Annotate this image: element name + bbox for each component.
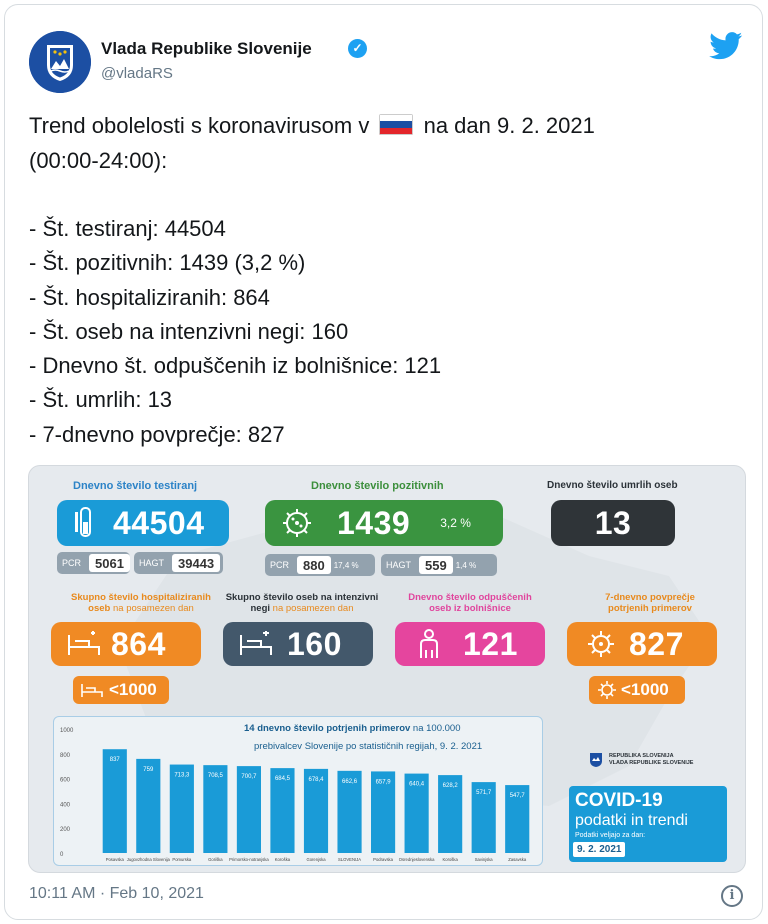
covid-subtitle: podatki in trendi [575,812,688,829]
icu-value: 160 [287,625,342,662]
tests-hagt-value: 39443 [172,554,220,572]
tweet-text-title: Trend obolelosti s koronavirusom v [29,113,370,138]
category-label: Podravska [373,857,393,862]
bar-value-label: 628,2 [442,783,458,790]
category-label: Gorenjska [306,857,326,862]
hosp-label-line1: Skupno število hospitaliziranih [71,592,211,603]
tweet-line-2: (00:00-24:00): [29,148,168,173]
bar-value-label: 708,5 [207,773,223,780]
info-icon[interactable]: i [721,885,743,907]
y-tick-label: 200 [60,827,71,834]
covid-valid-label: Podatki veljajo za dan: [575,832,646,839]
avg7-label-line1: 7-dnevno povprečje [605,592,695,603]
bar-value-label: 684,5 [274,776,290,783]
category-label: Osrednjeslovenska [398,857,435,862]
pcr-label: PCR [270,560,290,570]
tweet-item: - Št. testiranj: 44504 [29,216,226,241]
category-label: Koroška [274,857,291,862]
icu-box [223,622,373,666]
tests-hagt [134,552,223,574]
avg7-threshold: <1000 [621,680,669,699]
y-tick-label: 400 [60,802,71,809]
released-box [395,622,545,666]
icu-label-line2b: na posamezen dan [270,603,354,614]
icu-label [225,592,379,614]
chart-title-rest: na 100.000 [410,723,461,734]
bar-value-label: 759 [143,766,154,773]
account-name[interactable]: Vlada Republike Slovenije [101,39,312,58]
tests-pcr-value: 5061 [89,554,130,572]
hosp-label-line2a: oseb [88,603,111,614]
person-icon [417,628,441,660]
tweet-text-date: na dan 9. 2. 2021 [423,113,595,138]
category-label: Pomurska [172,857,192,862]
positive-hagt-value: 559 [419,556,453,574]
category-label: Koroška [442,857,458,862]
released-label [395,592,545,614]
positive-pcr-value: 880 [297,556,331,574]
pcr-label: PCR [62,558,82,568]
virus-icon [277,506,317,540]
positive-pct: 3,2 % [440,516,471,530]
avg7-value: 827 [629,625,684,662]
tweet-line-1 [29,113,595,139]
twitter-bird-icon[interactable] [709,32,743,65]
bar-value-label: 657,9 [375,779,391,786]
virus-icon [597,680,617,700]
account-handle[interactable]: @vladaRS [101,65,173,82]
slovenia-shield-icon [589,752,603,768]
category-label: Zasavska [508,857,527,862]
tests-value: 44504 [113,504,205,541]
y-tick-label: 800 [60,752,71,759]
chart-bar [103,749,127,853]
category-label: Primorsko-notranjska [229,857,269,862]
hosp-label-line2b: na posamezen dan [110,603,194,614]
y-tick-label: 600 [60,777,71,784]
released-label-line1: Dnevno število odpuščenih [408,592,532,603]
covid-infographic[interactable] [28,465,746,873]
bar-value-label: 837 [109,757,120,764]
y-tick-label: 0 [60,852,64,858]
bar-value-label: 547,7 [509,793,525,800]
category-label: Posavska [105,857,124,862]
released-label-line2: oseb iz bolnišnice [429,603,511,614]
slovenia-flag-icon [379,114,413,135]
tweet-card [4,4,763,920]
covid-trends-box [569,786,727,862]
tweet-timestamp[interactable]: 10:11 AM · Feb 10, 2021 [29,885,204,902]
bar-value-label: 571,7 [476,790,492,797]
hagt-label: HAGT [386,560,412,570]
avatar[interactable] [29,31,91,93]
released-value: 121 [463,625,518,662]
positive-value: 1439 [337,504,411,541]
bar-value-label: 713,3 [174,772,190,779]
logo-line2: VLADA REPUBLIKE SLOVENIJE [609,760,694,766]
hosp-label [55,592,227,614]
bar-value-label: 700,7 [241,774,257,781]
tweet-item: - Št. hospitaliziranih: 864 [29,285,270,310]
positive-hagt [381,554,497,576]
deaths-box [551,500,675,546]
hospital-bed-icon [81,682,103,698]
tweet-item: - Št. umrlih: 13 [29,387,173,412]
virus-icon [585,628,617,660]
deaths-label: Dnevno število umrlih oseb [547,480,678,491]
hosp-threshold-pill [73,676,169,704]
tests-box [57,500,229,546]
chart-bar [136,759,160,853]
bar-value-label: 678,4 [308,776,324,783]
avg7-label [575,592,725,614]
y-tick-label: 1000 [60,728,74,734]
tests-label: Dnevno število testiranj [73,480,198,492]
tests-pcr [57,552,130,574]
category-label: SLOVENIJA [338,857,362,862]
regional-bar-chart [53,716,543,866]
category-label: Jugovzhodna Slovenija [126,857,170,862]
test-tube-icon [71,506,101,540]
positive-box [265,500,503,546]
tweet-item: - Št. pozitivnih: 1439 (3,2 %) [29,250,306,275]
bar-value-label: 662,6 [342,778,358,785]
chart-svg [54,717,544,867]
verified-badge-icon: ✓ [348,39,367,58]
gov-logo [589,752,693,768]
bar-value-label: 640,4 [409,781,425,788]
logo-line1: REPUBLIKA SLOVENIJA [609,753,674,759]
tweet-item: - Št. oseb na intenzivni negi: 160 [29,319,349,344]
chart-title-line2: prebivalcev Slovenije po statističnih regijah, 9. 2. 2021 [254,741,483,752]
hospital-bed-icon [67,631,101,657]
icu-bed-icon [239,631,273,657]
chart-title-bold: 14 dnevno število potrjenih primerov [244,723,411,734]
avg7-threshold-pill [589,676,685,704]
icu-label-line1: Skupno število oseb na intenzivni [225,592,379,603]
hosp-box [51,622,201,666]
covid-title: COVID-19 [575,790,663,811]
category-label: Goriška [208,857,223,862]
tweet-item: - 7-dnevno povprečje: 827 [29,422,285,447]
positive-pcr-pct: 17,4 % [333,560,359,570]
avg7-box [567,622,717,666]
deaths-value: 13 [594,504,632,541]
hosp-value: 864 [111,625,166,662]
positive-pcr [265,554,375,576]
hosp-threshold: <1000 [109,680,157,699]
category-label: Savinjska [474,857,493,862]
tweet-item: - Dnevno št. odpuščenih iz bolnišnice: 121 [29,353,442,378]
hagt-label: HAGT [139,558,165,568]
avg7-label-line2: potrjenih primerov [608,603,692,614]
positive-label: Dnevno število pozitivnih [311,480,444,492]
icu-label-line2a: negi [250,603,271,614]
positive-hagt-pct: 1,4 % [455,560,477,570]
covid-date: 9. 2. 2021 [573,842,625,857]
slovenia-coat-of-arms-icon [29,31,91,93]
